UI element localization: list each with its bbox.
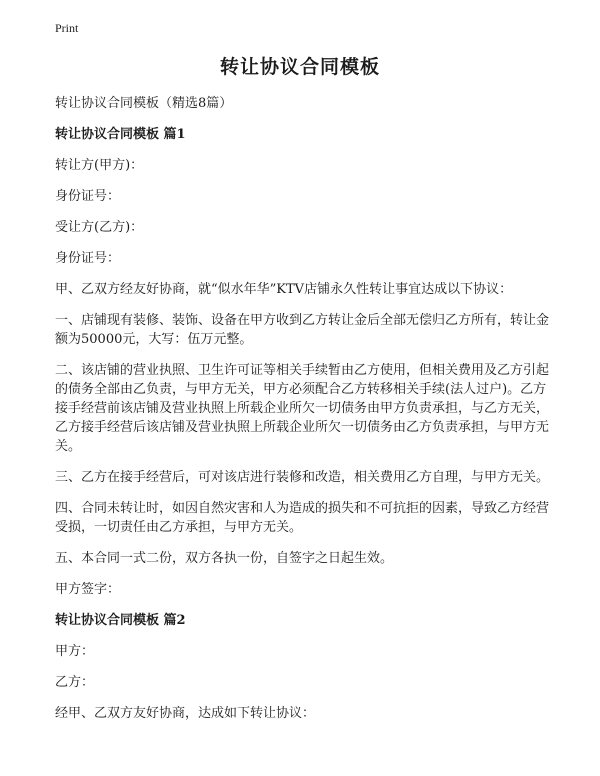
clause-2: 二、该店铺的营业执照、卫生许可证等相关手续暂由乙方使用，但相关费用及乙方引起的债务全部由乙负责，与甲方无关，甲方必须配合乙方转移相关手续(法人过户)。乙方接手经营前该店铺及营业执照上所载企业所欠一切债务由甲方负责承担，与乙方无关，乙方接手经营后该店铺及营业执照上所载企业所欠一切债务由乙方负责承担，与甲方无关。	[55, 363, 550, 454]
clause-4: 四、合同未转让时，如因自然灾害和人为造成的损失和不可抗拒的因素，导致乙方经营受损，一切责任由乙方承担，与甲方无关。	[55, 501, 550, 535]
party-a-label: 甲方：	[55, 644, 95, 659]
section2-intro: 经甲、乙双方友好协商，达成如下转让协议：	[55, 706, 316, 721]
section-heading-2: 转让协议合同模板 篇2	[55, 613, 186, 628]
section-heading-1: 转让协议合同模板 篇1	[55, 127, 186, 142]
clause-1: 一、店铺现有装修、装饰、设备在甲方收到乙方转让金后全部无偿归乙方所有，转让金额为50000元，大写：伍万元整。	[55, 313, 550, 347]
transferor-id-label: 身份证号：	[55, 189, 121, 204]
signature-label: 甲方签字：	[55, 582, 121, 597]
intro-text: 转让协议合同模板（精选8篇）	[55, 96, 233, 111]
transferee-label: 受让方(乙方)：	[55, 220, 144, 235]
agreement-intro: 甲、乙双方经友好协商，就“似水年华”KTV店铺永久性转让事宜达成以下协议：	[55, 282, 513, 297]
party-b-label: 乙方：	[55, 675, 95, 690]
print-label[interactable]: Print	[55, 21, 79, 35]
clause-5: 五、本合同一式二份，双方各执一份，自签字之日起生效。	[55, 551, 394, 566]
document-body	[55, 94, 549, 735]
transferor-label: 转让方(甲方)：	[55, 158, 144, 173]
transferee-id-label: 身份证号：	[55, 251, 121, 266]
clause-3: 三、乙方在接手经营后，可对该店进行装修和改造，相关费用乙方自理，与甲方无关。	[55, 470, 550, 485]
document-title: 转让协议合同模板	[219, 56, 380, 78]
